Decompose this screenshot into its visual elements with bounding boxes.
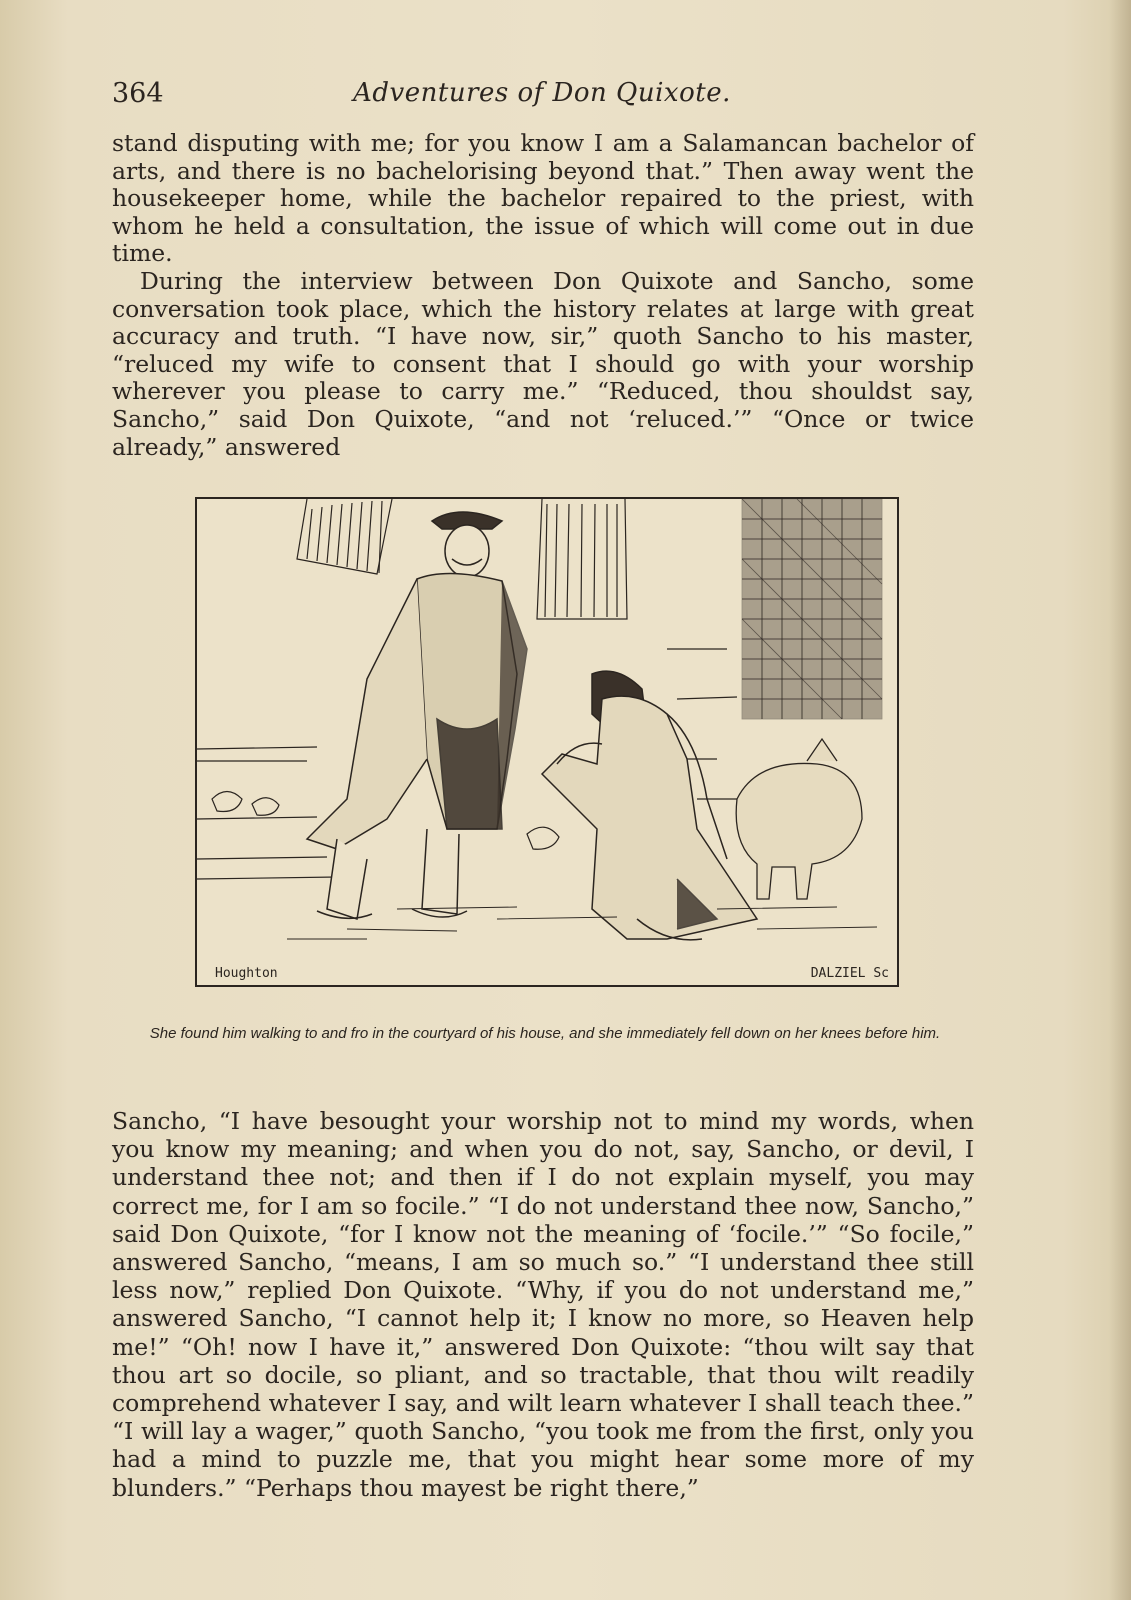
page-edge-shadow: [1109, 0, 1131, 1600]
engraver-signature: DALZIEL Sc: [810, 966, 889, 981]
page-header: [112, 78, 972, 118]
paragraph: stand disputing with me; for you know I am a Salamancan bachelor of arts, and there is no bachelorising beyond that.” Then away went the housekeeper home, while the bachelor repaired to the priest, with whom he held a consultation, the issue of which will come out in due time.: [112, 129, 974, 268]
page-number: 364: [112, 78, 164, 109]
paragraph: Sancho, “I have besought your worship not to mind my words, when you know my meaning; and when you do not, say, Sancho, or devil, I understand thee not; and then if I do not explain myself, you may correct me, for I am so focile.” “I do not understand thee now, Sancho,” said Don Quixote, “for I know not the meaning of ‘focile.’” “So focile,” answered Sancho, “means, I am so much so.” “I understand thee still less now,” replied Don Quixote. “Why, if you do not understand me,” answered Sancho, “I cannot help it; I know no more, so Heaven help me!” “Oh! now I have it,” answered Don Quixote: “thou wilt say that thou art so docile, so pliant, and so tractable, that thou wilt readily comprehend whatever I say, and wilt learn whatever I shall teach thee.” “I will lay a wager,” quoth Sancho, “you took me from the first, only you had a mind to puzzle me, that you might hear some more of my blunders.” “Perhaps thou mayest be right there,”: [112, 1107, 974, 1502]
text-block-bottom: [112, 1107, 974, 1502]
paragraph: During the interview between Don Quixote and Sancho, some conversation took place, which the history relates at large with great accuracy and truth. “I have now, sir,” quoth Sancho to his master, “reluced my wife to consent that I should go with your worship wherever you please to carry me.” “Reduced, thou shouldst say, Sancho,” said Don Quixote, “and not ‘reluced.’” “Once or twice already,” answered: [112, 266, 974, 461]
engraving-drawing: [197, 499, 897, 985]
illustration-caption: She found him walking to and fro in the courtyard of his house, and she immediately fell down on her knees before him.: [149, 1025, 941, 1042]
illustrator-signature: Houghton: [215, 966, 278, 981]
running-title: Adventures of Don Quixote.: [353, 78, 731, 108]
text-block-top: [112, 130, 974, 461]
illustration-engraving: [195, 497, 899, 987]
